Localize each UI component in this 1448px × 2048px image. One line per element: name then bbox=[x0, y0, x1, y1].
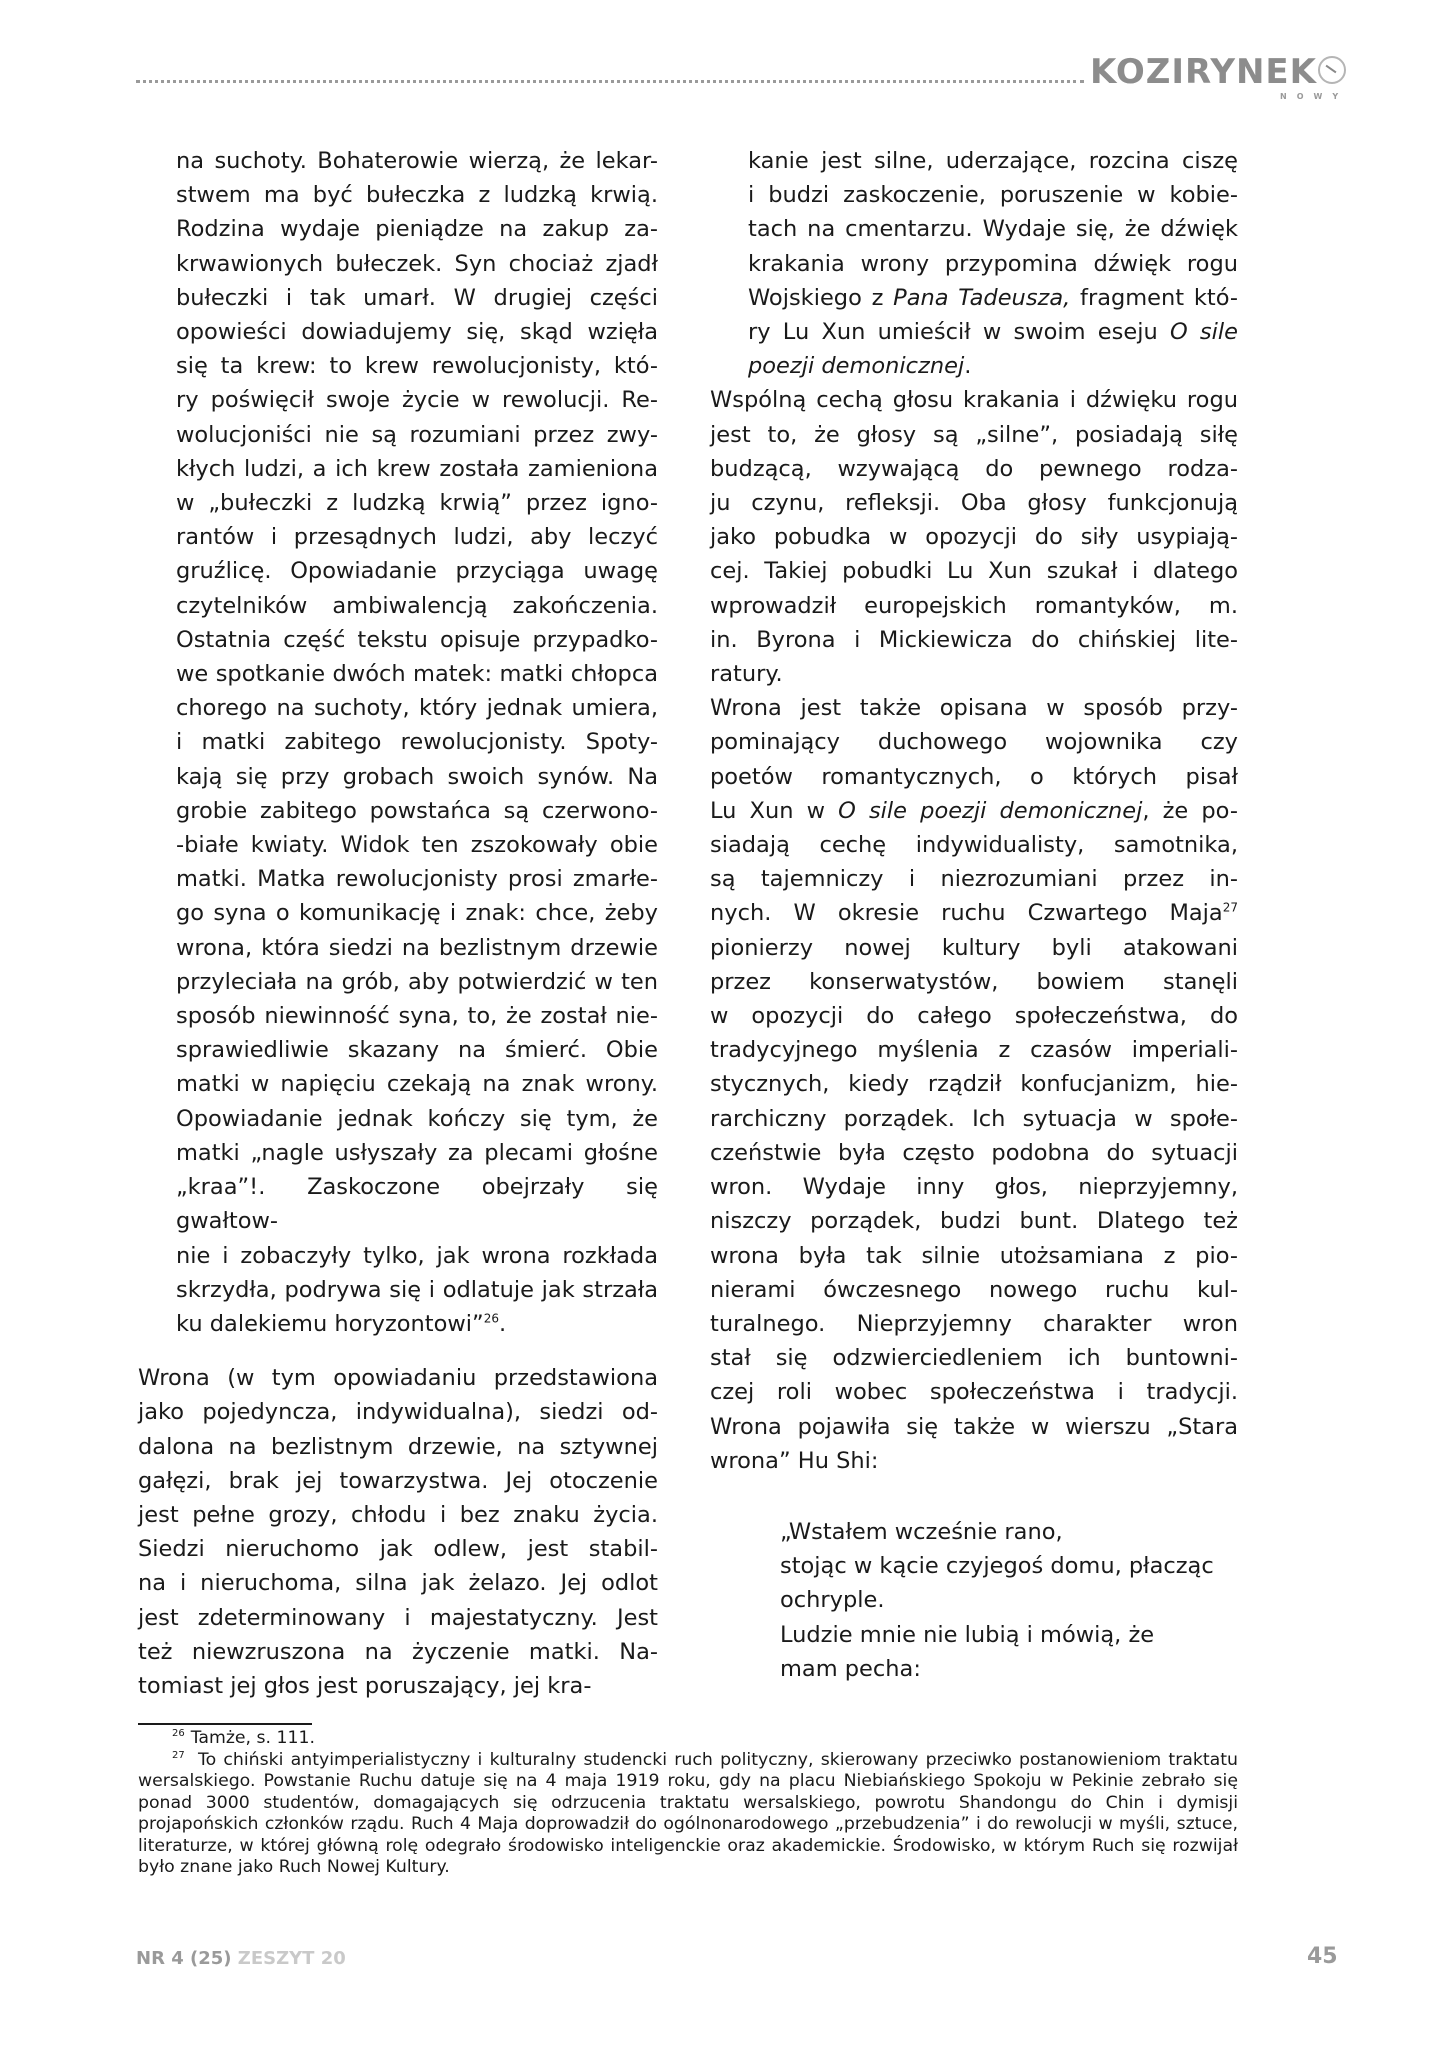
text-line: stał się odzwierciedleniem ich buntowni- bbox=[710, 1345, 1238, 1372]
right-column bbox=[710, 144, 1238, 1478]
text-line: skrzydła, podrywa się i odlatuje jak strzała bbox=[176, 1276, 658, 1303]
text-line: kają się przy grobach swoich synów. Na bbox=[176, 763, 658, 790]
text-line: Wspólną cechą głosu krakania i dźwięku rogu bbox=[710, 387, 1238, 414]
text-line: przyleciała na grób, aby potwierdzić w ten bbox=[176, 968, 658, 995]
text-line: ry poświęcił swoje życie w rewolucji. Re- bbox=[176, 387, 658, 414]
logo-text: KOZIRYNEK bbox=[1090, 52, 1317, 92]
text-line: ju czynu, refleksji. Oba głosy funkcjonują bbox=[710, 490, 1238, 517]
text-line: tradycyjnego myślenia z czasów imperiali- bbox=[710, 1037, 1238, 1064]
text-line: Wrona pojawiła się także w wierszu „Stara bbox=[710, 1413, 1238, 1440]
text-line: kłych ludzi, a ich krew została zamieniona bbox=[176, 455, 658, 482]
text-line: matki w napięciu czekają na znak wrony. bbox=[176, 1071, 658, 1098]
poem-line: ochryple. bbox=[780, 1587, 885, 1614]
footnote-27: $^{27}$ To chiński antyimperialistyczny i kulturalny studencki ruch polityczny, skierowany przeciwko postanowieniom traktatu wersalskiego. Powstanie Ruchu datuje się na 4 maja 1919 roku, gdy na placu Niebiańskiego Spokoju w Pekinie zebrało się ponad 3000 studentów, domagających się odrzucenia traktatu wersalskiego, powrotu Shandongu do Chin i dymisji projapońskich członków rządu. Ruch 4 Maja doprowadził do ogólnonarodowego „przebudzenia” i do rewolucji w myśli, sztuce, literaturze, w której główną rolę odegrało środowisko inteligenckie oraz akademickie. Środowisko, w którym Ruch się rozwijał było znane jako Ruch Nowej Kultury. bbox=[138, 1749, 1238, 1877]
text-line: chorego na suchoty, który jednak umiera, bbox=[176, 695, 658, 722]
text-line: opowieści dowiadujemy się, skąd wzięła bbox=[176, 319, 658, 346]
text-line: Ostatnia część tekstu opisuje przypadko- bbox=[176, 626, 658, 653]
text-line: krwawionych bułeczek. Syn chociaż zjadł bbox=[176, 250, 658, 277]
poem-line: „Wstałem wcześnie rano, bbox=[780, 1519, 1063, 1545]
text-line: ratury. bbox=[710, 661, 783, 688]
paragraph-crow-description bbox=[138, 1361, 658, 1703]
text-line: jako pojedyncza, indywidualna), siedzi od- bbox=[138, 1399, 658, 1426]
text-line: w „bułeczki z ludzką krwią” przez igno- bbox=[176, 490, 658, 517]
poem-line: mam pecha: bbox=[780, 1655, 921, 1682]
paragraph-spiritual-warrior: Wrona jest także opisana w sposób przy- pominający duchowego wojownika czy poetów romantycznych, o których pisał Lu Xun w O sile poezji demonicznej, że po- siadają cechę indywidualisty, samotnika, są tajemniczy i niezrozumiani przez in- nych. W okresie ruchu Czwartego Maja$^{27}$ pionierzy nowej kultury byli atakowani przez konserwatystów, bowiem stanęli w opozycji do całego społeczeństwa, do tradycyjnego myślenia z czasów imperiali- stycznych, kiedy rządził konfucjanizm, hie- rarchiczny porządek. Ich sytuacja w społe- czeństwie była często podobna do sytuacji wron. Wydaje inny głos, nieprzyjemny, niszczy porządek, budzi bunt. Dlatego też wrona była tak silnie utożsamiana z pio- nierami ówczesnego nowego ruchu kul- turalnego. Nieprzyjemny charakter wron stał się odzwierciedleniem ich buntowni- czej roli wobec społeczeństwa i tradycji. Wrona pojawiła się także w wierszu „Stara wrona” Hu Shi: bbox=[710, 691, 1238, 1478]
text-line: stycznych, kiedy rządził konfucjanizm, hie- bbox=[710, 1071, 1238, 1098]
footnote-ref-27[interactable]: 27 bbox=[1222, 900, 1238, 915]
footnotes bbox=[138, 1728, 1238, 1879]
text-line: Siedzi nieruchomo jak odlew, jest stabil- bbox=[138, 1536, 658, 1563]
text-line: rantów i przesądnych ludzi, aby leczyć bbox=[176, 524, 658, 551]
text-line: na i nieruchoma, silna jak żelazo. Jej odlot bbox=[138, 1570, 658, 1597]
text-line: jest to, że głosy są „silne”, posiadają siłę bbox=[710, 421, 1238, 448]
header-dotted-rule bbox=[136, 80, 1084, 83]
logo-subtext: NOWY bbox=[1280, 92, 1349, 101]
footnote-separator bbox=[138, 1723, 312, 1725]
text-line: cej. Takiej pobudki Lu Xun szukał i dlatego bbox=[710, 558, 1238, 585]
footnote-ref-26[interactable]: 26 bbox=[483, 1311, 499, 1326]
text-line: -białe kwiaty. Widok ten zszokowały obie bbox=[176, 832, 658, 859]
paragraph-common-trait bbox=[710, 383, 1238, 691]
paragraph-crow-voice: kanie jest silne, uderzające, rozcina ciszę i budzi zaskoczenie, poruszenie w kobie- tach na cmentarzu. Wydaje się, że dźwięk krakania wrony przypomina dźwięk rogu Wojskiego z Pana Tadeusza, fragment któ- ry Lu Xun umieścił w swoim eseju O sile poezji demonicznej. bbox=[748, 148, 1239, 380]
text-line: czeństwie była często podobna do sytuacji bbox=[710, 1139, 1238, 1166]
compass-emblem-icon bbox=[1318, 56, 1346, 84]
text-line: się ta krew: to krew rewolucjonisty, któ- bbox=[176, 353, 658, 380]
text-line: „kraa”!. Zaskoczone obejrzały się gwałtow- bbox=[176, 1174, 658, 1235]
text-line: jest pełne grozy, chłodu i bez znaku życia. bbox=[138, 1501, 658, 1528]
text-line: matki. Matka rewolucjonisty prosi zmarłe- bbox=[176, 866, 658, 893]
left-column bbox=[138, 144, 658, 1703]
text-line: pionierzy nowej kultury byli atakowani bbox=[710, 934, 1238, 961]
text-line: niszczy porządek, budzi bunt. Dlatego też bbox=[710, 1208, 1238, 1235]
text-line: gałęzi, brak jej towarzystwa. Jej otoczenie bbox=[138, 1467, 658, 1494]
text-line: gruźlicę. Opowiadanie przyciąga uwagę bbox=[176, 558, 658, 585]
text-line: i matki zabitego rewolucjonisty. Spoty- bbox=[176, 729, 658, 756]
text-line: Opowiadanie jednak kończy się tym, że bbox=[176, 1105, 658, 1132]
text-line: nie i zobaczyły tylko, jak wrona rozkłada bbox=[176, 1242, 658, 1269]
text-line: wprowadził europejskich romantyków, m. bbox=[710, 592, 1238, 619]
text-line: we spotkanie dwóch matek: matki chłopca bbox=[176, 661, 658, 688]
text-line: matki „nagle usłyszały za plecami głośne bbox=[176, 1139, 658, 1166]
text-line: wolucjoniści nie są rozumiani przez zwy- bbox=[176, 421, 658, 448]
text-line: wrona była tak silnie utożsamiana z pio- bbox=[710, 1242, 1238, 1269]
poem-quote bbox=[780, 1515, 1214, 1686]
text-line: jako pobudka w opozycji do siły usypiają- bbox=[710, 524, 1238, 551]
text-line: rarchiczny porządek. Ich sytuacja w społe- bbox=[710, 1105, 1238, 1132]
text-line: turalnego. Nieprzyjemny charakter wron bbox=[710, 1310, 1238, 1337]
text-line: sposób niewinność syna, to, że został nie- bbox=[176, 1003, 658, 1030]
page-number: 45 bbox=[1307, 1944, 1338, 1969]
text-line: na suchoty. Bohaterowie wierzą, że lekar- bbox=[176, 148, 658, 174]
text-line: przez konserwatystów, bowiem stanęli bbox=[710, 968, 1238, 995]
issue-label: NR 4 (25) ZESZYT 20 bbox=[136, 1948, 346, 1969]
text-line: Wrona (w tym opowiadaniu przedstawiona bbox=[138, 1365, 658, 1392]
text-line: grobie zabitego powstańca są czerwono- bbox=[176, 797, 658, 824]
title-o-sile-poezji: poezji demonicznej bbox=[748, 353, 965, 380]
poem-line: Ludzie mnie nie lubią i mówią, że bbox=[780, 1621, 1155, 1648]
text-line: sprawiedliwie skazany na śmierć. Obie bbox=[176, 1037, 658, 1064]
text-line: jest zdeterminowany i majestatyczny. Jest bbox=[138, 1604, 658, 1631]
text-line: też niewzruszona na życzenie matki. Na- bbox=[138, 1638, 658, 1665]
text-line: czej roli wobec społeczeństwa i tradycji. bbox=[710, 1379, 1238, 1406]
text-line: bułeczki i tak umarł. W drugiej części bbox=[176, 284, 658, 311]
text-line: stwem ma być bułeczka z ludzką krwią. bbox=[176, 182, 658, 209]
text-line: czytelników ambiwalencją zakończenia. bbox=[176, 592, 658, 619]
text-line: go syna o komunikację i znak: chce, żeby bbox=[176, 900, 658, 927]
text-line: Rodzina wydaje pieniądze na zakup za- bbox=[176, 216, 658, 243]
title-pan-tadeusz: Pana Tadeusza, bbox=[893, 284, 1071, 311]
text-line: tomiast jej głos jest poruszający, jej kra- bbox=[138, 1672, 592, 1699]
text-line: nierami ówczesnego nowego ruchu kul- bbox=[710, 1276, 1238, 1303]
text-line: wrona, która siedzi na bezlistnym drzewie bbox=[176, 934, 658, 961]
text-line: budzącą, wzywającą do pewnego rodza- bbox=[710, 455, 1238, 482]
text-line: w opozycji do całego społeczeństwa, do bbox=[710, 1003, 1238, 1030]
text-line: wron. Wydaje inny głos, nieprzyjemny, bbox=[710, 1174, 1238, 1201]
text-line: wrona” Hu Shi: bbox=[710, 1447, 879, 1474]
magazine-logo bbox=[1090, 52, 1350, 112]
poem-line: stojąc w kącie czyjegoś domu, płacząc bbox=[780, 1553, 1214, 1580]
text-line: in. Byrona i Mickiewicza do chińskiej lite- bbox=[710, 626, 1238, 653]
footnote-26: $^{26}$ Tamże, s. 111. bbox=[172, 1728, 316, 1748]
paragraph-continuation bbox=[138, 144, 658, 1341]
text-line: dalona na bezlistnym drzewie, na sztywnej bbox=[138, 1433, 658, 1460]
text-line: ku dalekiemu horyzontowi”$^{26}$. bbox=[176, 1310, 507, 1337]
